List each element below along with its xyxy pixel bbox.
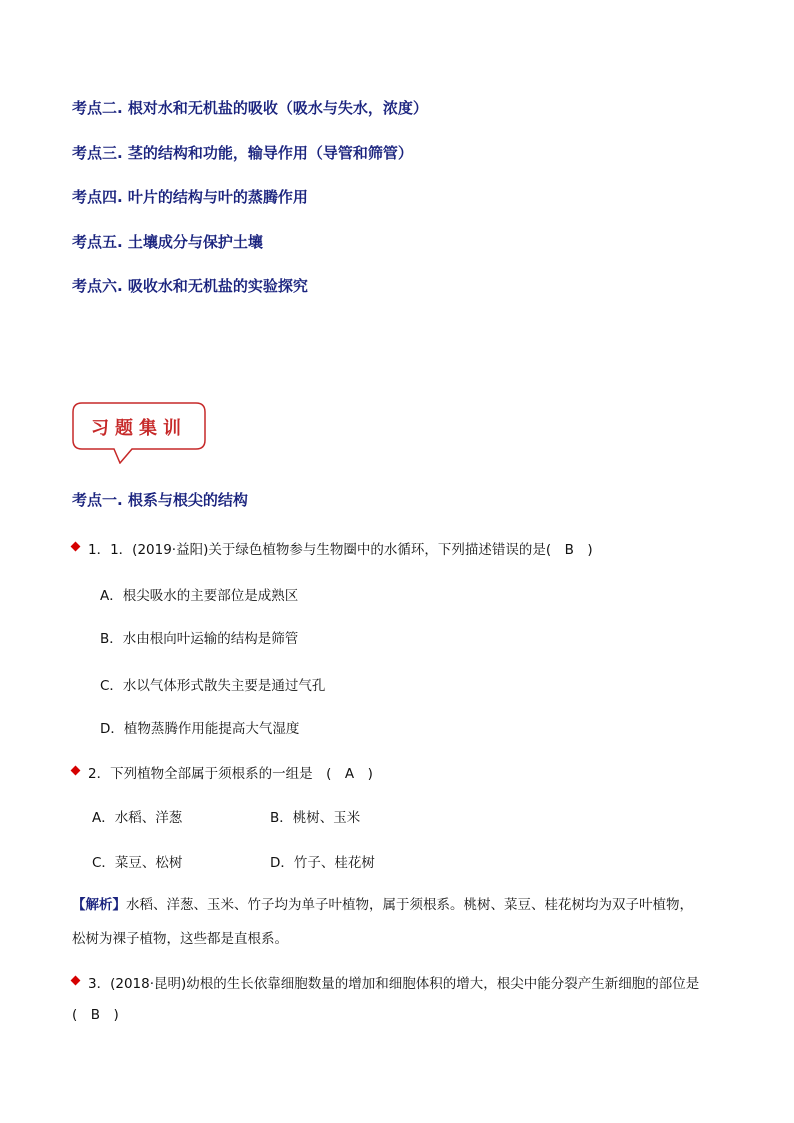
topic-2: 考点二. 根对水和无机盐的吸收（吸水与失水，浓度） xyxy=(72,99,428,117)
analysis-tag: 【解析】 xyxy=(72,897,126,913)
analysis-line-1 xyxy=(72,890,732,920)
question-1-option-d: D．植物蒸腾作用能提高大气湿度 xyxy=(100,721,300,737)
red-diamond-icon xyxy=(71,976,81,986)
question-1-option-b: B．水由根向叶运输的结构是筛管 xyxy=(100,631,299,647)
red-diamond-icon xyxy=(71,766,81,776)
analysis-line-2: 松树为裸子植物，这些都是直根系。 xyxy=(72,931,288,947)
question-2-analysis xyxy=(72,890,732,954)
banner-title: 习题集训 xyxy=(91,418,187,439)
red-diamond-icon xyxy=(71,542,81,552)
topic-5: 考点五. 土壤成分与保护土壤 xyxy=(72,233,263,251)
topic-6: 考点六. 吸收水和无机盐的实验探究 xyxy=(72,277,308,295)
question-2-option-b: B．桃树、玉米 xyxy=(270,810,361,826)
topic-4: 考点四. 叶片的结构与叶的蒸腾作用 xyxy=(72,188,308,206)
analysis-text-1: 水稻、洋葱、玉米、竹子均为单子叶植物，属于须根系。桃树、菜豆、桂花树均为双子叶植物， xyxy=(126,897,693,913)
question-3-stem-line-2: ( B ) xyxy=(72,1007,119,1023)
section-title: 考点一. 根系与根尖的结构 xyxy=(72,491,248,509)
question-2-option-c: C．菜豆、松树 xyxy=(92,855,183,871)
question-2-stem: 2．下列植物全部属于须根系的一组是 ( A ) xyxy=(88,766,373,782)
exercise-banner xyxy=(72,402,206,464)
question-1-option-a: A．根尖吸水的主要部位是成熟区 xyxy=(100,588,299,604)
question-2-option-d: D．竹子、桂花树 xyxy=(270,855,375,871)
question-1-stem: 1．1．(2019·益阳)关于绿色植物参与生物圈中的水循环，下列描述错误的是( B ) xyxy=(88,542,593,558)
topic-3: 考点三. 茎的结构和功能，输导作用（导管和筛管） xyxy=(72,144,413,162)
question-1-option-c: C．水以气体形式散失主要是通过气孔 xyxy=(100,678,326,694)
question-2-option-a: A．水稻、洋葱 xyxy=(92,810,183,826)
question-3-stem-line-1: 3．(2018·昆明)幼根的生长依靠细胞数量的增加和细胞体积的增大，根尖中能分裂产生新细胞的部位是 xyxy=(88,976,700,992)
